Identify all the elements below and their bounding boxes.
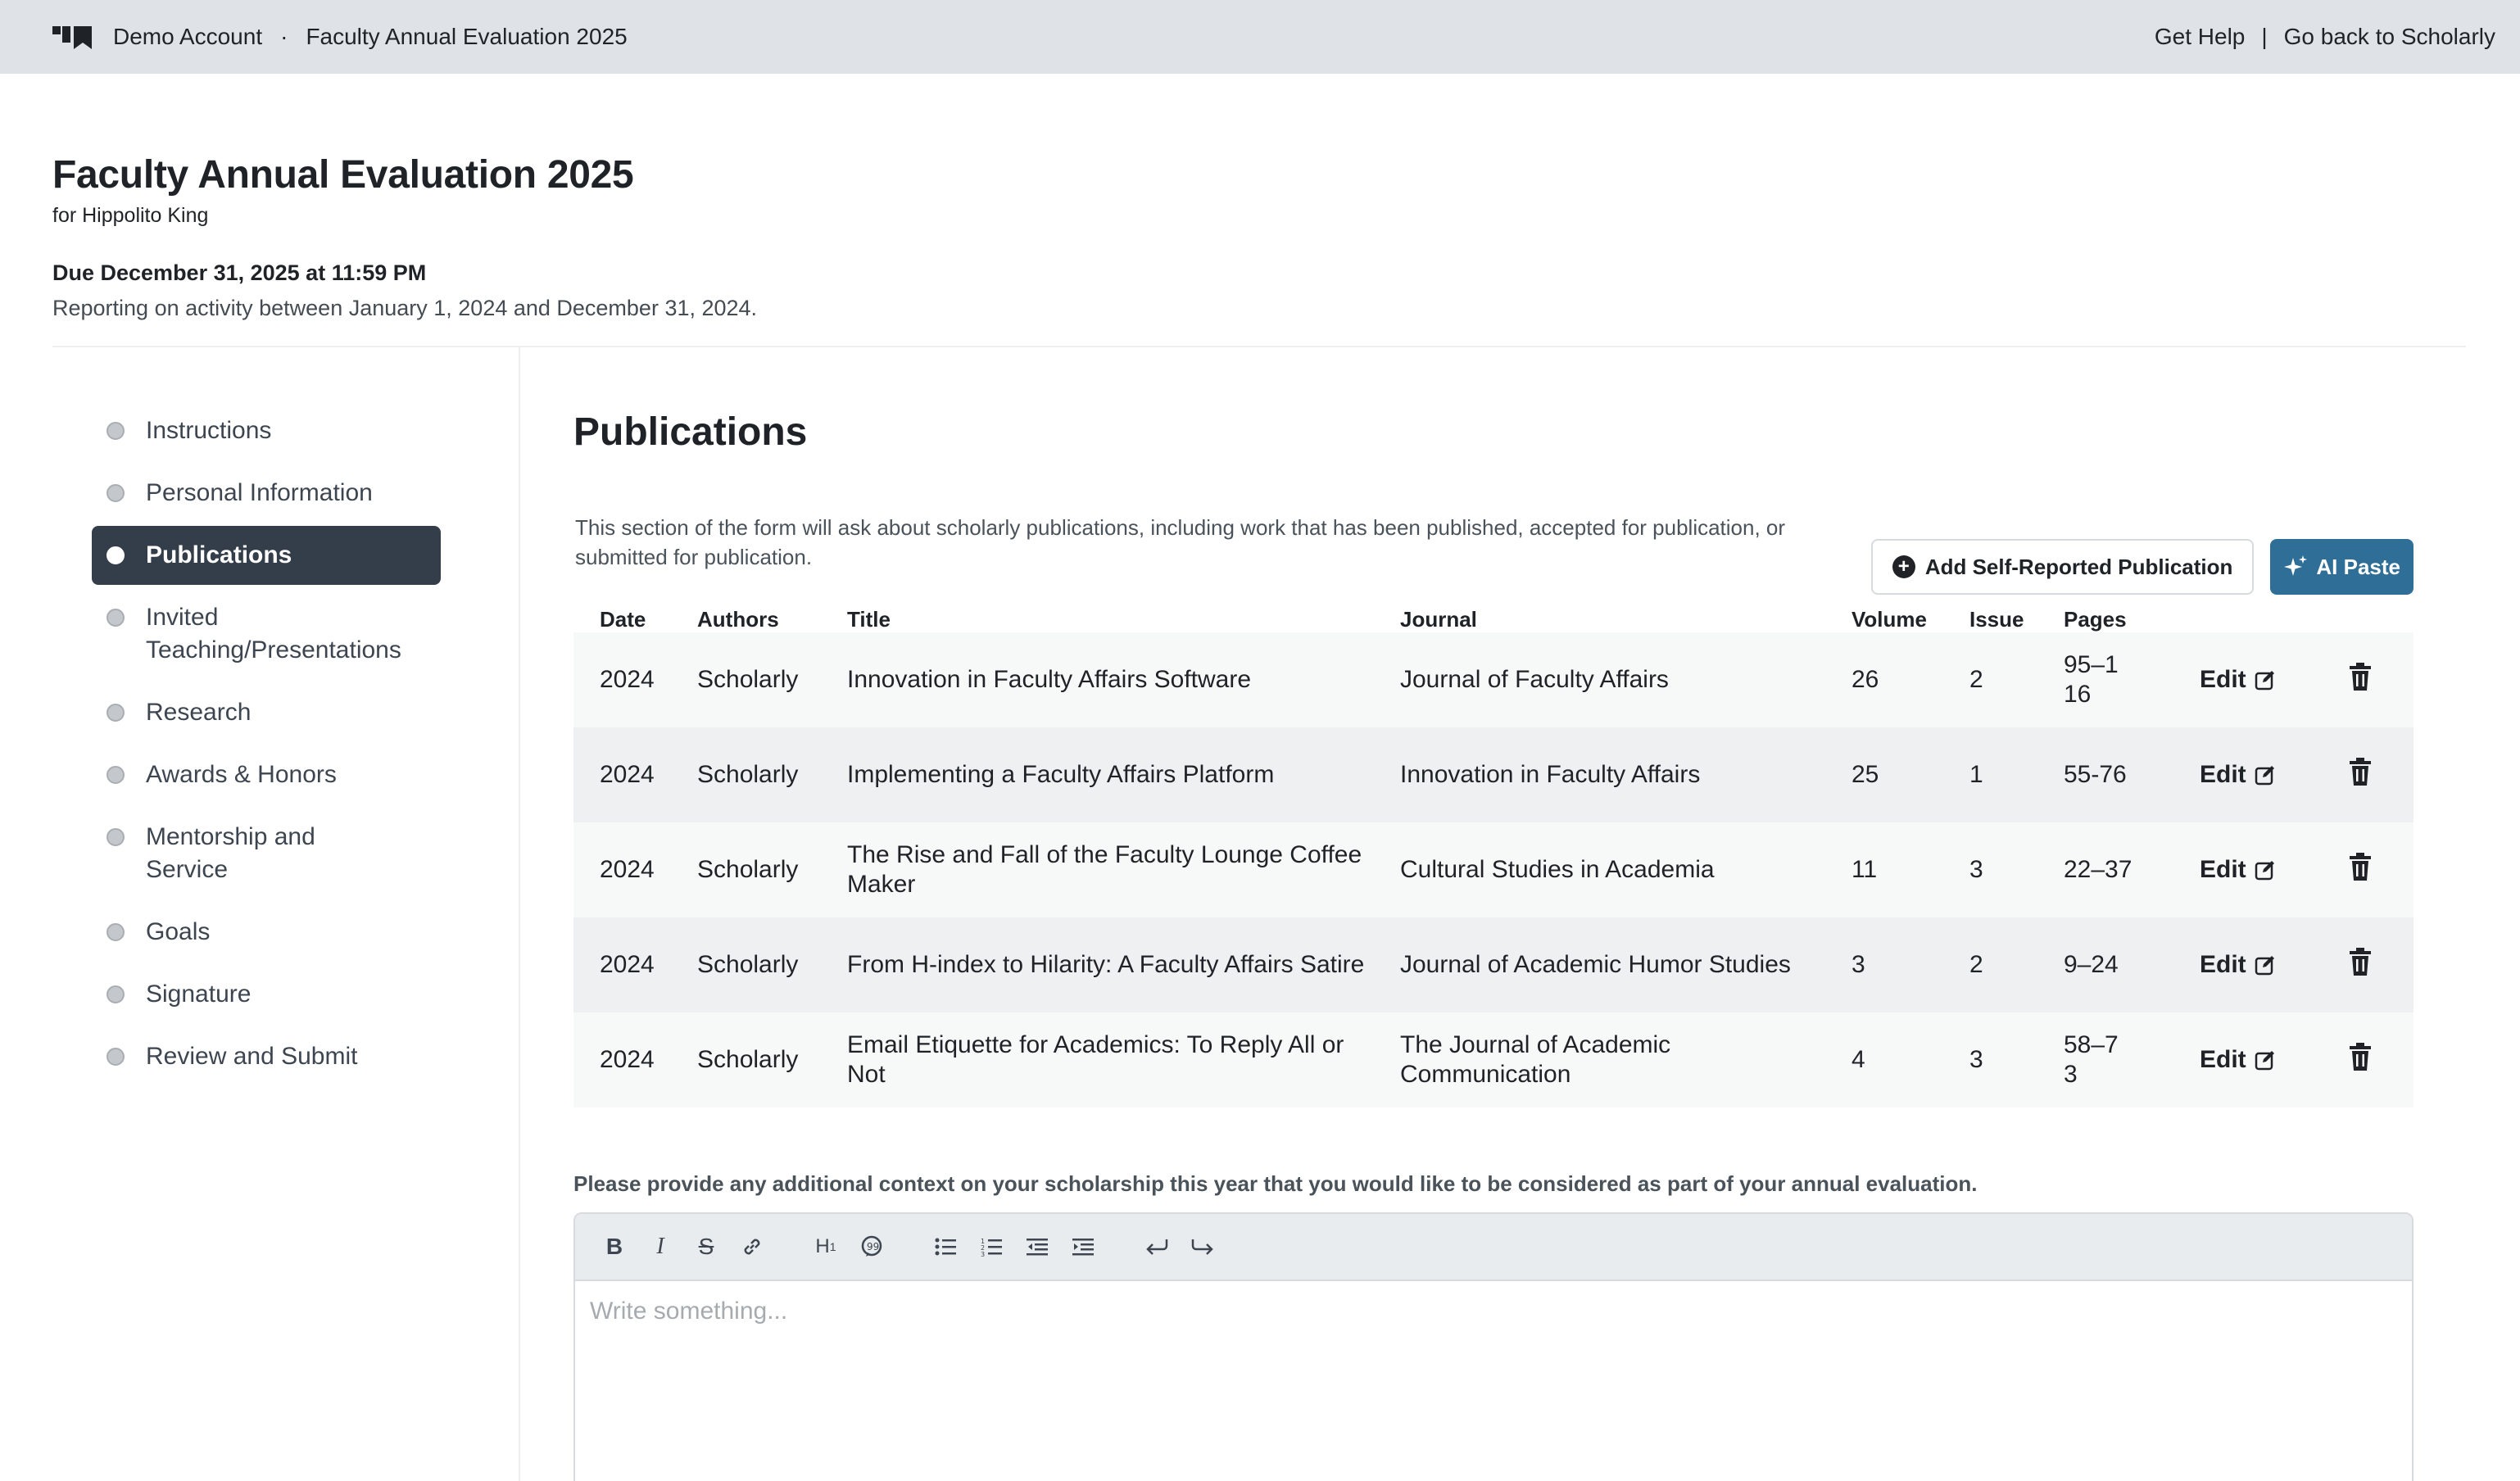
add-publication-button[interactable] — [1871, 539, 2255, 595]
cell-issue: 2 — [1969, 951, 1983, 978]
publications-table — [573, 603, 2413, 1107]
cell-date: 2024 — [600, 1046, 655, 1073]
go-back-link[interactable]: Go back to Scholarly — [2283, 24, 2495, 49]
edit-label: Edit — [2200, 761, 2246, 788]
table-row — [573, 917, 2413, 1012]
edit-button[interactable] — [2200, 855, 2276, 885]
redo-icon[interactable] — [1185, 1229, 1221, 1265]
cell-date: 2024 — [600, 951, 655, 978]
edit-icon — [2255, 859, 2276, 881]
trash-icon[interactable] — [2350, 853, 2371, 881]
column-header-edit — [2173, 603, 2323, 632]
sidebar-item-label: Research — [146, 699, 252, 726]
status-dot-icon — [107, 422, 125, 440]
section-description: This section of the form will ask about scholarly publications, including work that has been published, accepted for publication, or submitted for publication. — [575, 515, 1786, 569]
bullet-list-icon[interactable] — [927, 1229, 963, 1265]
edit-label: Edit — [2200, 951, 2246, 978]
italic-icon[interactable]: I — [656, 1234, 664, 1259]
section-nav — [92, 401, 441, 1089]
svg-text:3: 3 — [981, 1251, 986, 1257]
delete-cell — [2323, 822, 2413, 917]
undo-icon[interactable] — [1139, 1229, 1175, 1265]
pages-value: 95–116 — [2064, 651, 2119, 708]
table-header-row — [573, 603, 2413, 632]
edit-label: Edit — [2200, 666, 2246, 693]
reporting-period: Reporting on activity between January 1, 2024 and December 31, 2024. — [52, 296, 758, 320]
column-header-delete — [2323, 603, 2413, 632]
indent-icon[interactable] — [1065, 1229, 1101, 1265]
ai-paste-button[interactable] — [2270, 539, 2413, 595]
cell-journal: Journal of Academic Humor Studies — [1400, 951, 1791, 978]
column-header-authors: Authors — [697, 607, 779, 632]
sidebar-item-label: Publications — [146, 541, 292, 568]
cell-journal: The Journal of Academic Communication — [1400, 1031, 1671, 1088]
status-dot-icon — [107, 1048, 125, 1066]
delete-cell — [2323, 632, 2413, 727]
column-header-volume: Volume — [1851, 607, 1927, 632]
delete-cell — [2323, 917, 2413, 1012]
status-dot-icon — [107, 546, 125, 564]
cell-pages — [2037, 632, 2173, 727]
cell-journal: Innovation in Faculty Affairs — [1400, 761, 1701, 788]
table-row — [573, 632, 2413, 727]
status-dot-icon — [107, 704, 125, 722]
cell-volume: 26 — [1851, 666, 1879, 693]
cell-title: Email Etiquette for Academics: To Reply All or Not — [847, 1031, 1344, 1088]
sidebar-item-label: Mentorship and Service — [146, 823, 315, 883]
edit-icon — [2255, 764, 2276, 786]
cell-journal: Cultural Studies in Academia — [1400, 856, 1715, 883]
cell-issue: 2 — [1969, 666, 1983, 693]
svg-text:99: 99 — [867, 1241, 880, 1252]
breadcrumb-separator: · — [280, 24, 288, 49]
edit-button[interactable] — [2200, 665, 2276, 695]
form-name: Faculty Annual Evaluation 2025 — [306, 24, 628, 49]
cell-date: 2024 — [600, 666, 655, 693]
edit-label: Edit — [2200, 856, 2246, 883]
trash-icon[interactable] — [2350, 1043, 2371, 1071]
sidebar-item-invited-teaching[interactable] — [92, 588, 441, 680]
status-dot-icon — [107, 828, 125, 846]
cell-pages: 55-76 — [2064, 761, 2127, 788]
sidebar-item-research[interactable] — [92, 683, 441, 742]
sidebar-item-instructions[interactable] — [92, 401, 441, 460]
edit-button[interactable] — [2200, 760, 2276, 790]
editor-placeholder: Write something... — [590, 1298, 788, 1325]
trash-icon[interactable] — [2350, 948, 2371, 976]
sidebar-item-label: Personal Information — [146, 479, 373, 506]
edit-icon — [2255, 954, 2276, 976]
sidebar-item-label: Instructions — [146, 417, 272, 444]
heading-icon[interactable]: H 1 — [815, 1235, 836, 1257]
cell-authors: Scholarly — [697, 1046, 799, 1073]
cell-issue: 3 — [1969, 1046, 1983, 1073]
sidebar-item-awards[interactable] — [92, 745, 441, 804]
edit-button[interactable] — [2200, 1045, 2276, 1075]
cell-issue: 1 — [1969, 761, 1983, 788]
cell-pages: 9–24 — [2064, 951, 2119, 978]
link-separator: | — [2261, 24, 2268, 49]
cell-journal: Journal of Faculty Affairs — [1400, 666, 1669, 693]
cell-volume: 11 — [1851, 856, 1878, 883]
cell-authors: Scholarly — [697, 761, 799, 788]
edit-icon — [2255, 669, 2276, 691]
edit-button[interactable] — [2200, 950, 2276, 980]
add-publication-label: Add Self-Reported Publication — [1924, 554, 2233, 579]
cell-authors: Scholarly — [697, 951, 799, 978]
ai-paste-label: AI Paste — [2316, 554, 2400, 579]
edit-label: Edit — [2200, 1046, 2246, 1073]
sidebar-item-signature[interactable] — [92, 965, 441, 1024]
cell-date: 2024 — [600, 761, 655, 788]
ordered-list-icon[interactable] — [973, 1229, 1009, 1265]
cell-pages: 22–37 — [2064, 856, 2132, 883]
editor-text-area[interactable] — [575, 1281, 2412, 1481]
column-header-date: Date — [600, 607, 646, 632]
cell-title: The Rise and Fall of the Faculty Lounge Coffee Maker — [847, 841, 1362, 898]
column-header-title: Title — [847, 607, 891, 632]
column-header-journal: Journal — [1400, 607, 1477, 632]
editor-toolbar — [575, 1214, 2412, 1281]
cell-title: Innovation in Faculty Affairs Software — [847, 666, 1252, 693]
link-icon[interactable] — [734, 1229, 770, 1265]
cell-issue: 3 — [1969, 856, 1983, 883]
edit-cell — [2173, 917, 2323, 1012]
edit-cell — [2173, 632, 2323, 727]
table-actions — [1871, 539, 2413, 595]
cell-volume: 4 — [1851, 1046, 1865, 1073]
due-date: Due December 31, 2025 at 11:59 PM — [52, 260, 427, 285]
context-label: Please provide any additional context on your scholarship this year that you would like to be considered as part of your annual evaluation. — [573, 1171, 1978, 1196]
cell-pages — [2037, 1012, 2173, 1107]
sparkle-icon — [2283, 555, 2308, 579]
edit-cell — [2173, 727, 2323, 822]
svg-text:2: 2 — [981, 1244, 986, 1252]
table-row — [573, 822, 2413, 917]
sidebar-item-label: Review and Submit — [146, 1043, 358, 1070]
logo-icon — [52, 25, 92, 49]
sidebar-item-label: Goals — [146, 918, 211, 945]
table-row — [573, 727, 2413, 822]
trash-icon[interactable] — [2350, 758, 2371, 786]
sidebar-item-publications[interactable] — [92, 526, 441, 585]
page-title: Faculty Annual Evaluation 2025 — [52, 153, 634, 197]
sidebar-item-review-submit[interactable] — [92, 1027, 441, 1086]
edit-cell — [2173, 822, 2323, 917]
sidebar-item-label: Signature — [146, 981, 252, 1008]
cell-authors: Scholarly — [697, 666, 799, 693]
status-dot-icon — [107, 609, 125, 627]
section-title: Publications — [573, 410, 808, 454]
top-bar — [0, 0, 2520, 74]
delete-cell — [2323, 1012, 2413, 1107]
svg-text:1: 1 — [981, 1238, 986, 1245]
status-dot-icon — [107, 985, 125, 1003]
sidebar-divider — [519, 347, 520, 1481]
pages-value: 58–73 — [2064, 1031, 2119, 1088]
cell-title: Implementing a Faculty Affairs Platform — [847, 761, 1275, 788]
account-name: Demo Account — [113, 24, 263, 49]
sidebar-item-personal-information[interactable] — [92, 464, 441, 523]
plus-circle-icon: + — [1892, 555, 1915, 578]
get-help-link[interactable]: Get Help — [2154, 24, 2246, 49]
cell-date: 2024 — [600, 856, 655, 883]
strikethrough-icon[interactable]: S — [698, 1234, 714, 1259]
cell-title: From H-index to Hilarity: A Faculty Affairs Satire — [847, 951, 1365, 978]
main-content — [573, 410, 2413, 1325]
sidebar-item-label: Awards & Honors — [146, 761, 337, 788]
table-row — [573, 1012, 2413, 1107]
trash-icon[interactable] — [2350, 663, 2371, 691]
bold-icon[interactable]: B — [605, 1234, 623, 1259]
rich-text-editor — [573, 1212, 2413, 1481]
header-divider — [52, 346, 2466, 347]
sidebar-item-label: Invited Teaching/Presentations — [146, 604, 401, 664]
status-dot-icon — [107, 766, 125, 784]
cell-volume: 3 — [1851, 951, 1865, 978]
cell-authors: Scholarly — [697, 856, 799, 883]
edit-cell — [2173, 1012, 2323, 1107]
page-subtitle: for Hippolito King — [52, 204, 209, 227]
column-header-issue: Issue — [1969, 607, 2024, 632]
edit-icon — [2255, 1049, 2276, 1071]
status-dot-icon — [107, 484, 125, 502]
status-dot-icon — [107, 923, 125, 941]
outdent-icon[interactable] — [1019, 1229, 1055, 1265]
cell-volume: 25 — [1851, 761, 1879, 788]
quote-icon[interactable] — [854, 1229, 890, 1265]
page-header — [52, 152, 2466, 321]
delete-cell — [2323, 727, 2413, 822]
sidebar-item-mentorship[interactable] — [92, 808, 441, 899]
column-header-pages: Pages — [2064, 607, 2127, 632]
sidebar-item-goals[interactable] — [92, 903, 441, 962]
breadcrumb — [52, 24, 628, 50]
